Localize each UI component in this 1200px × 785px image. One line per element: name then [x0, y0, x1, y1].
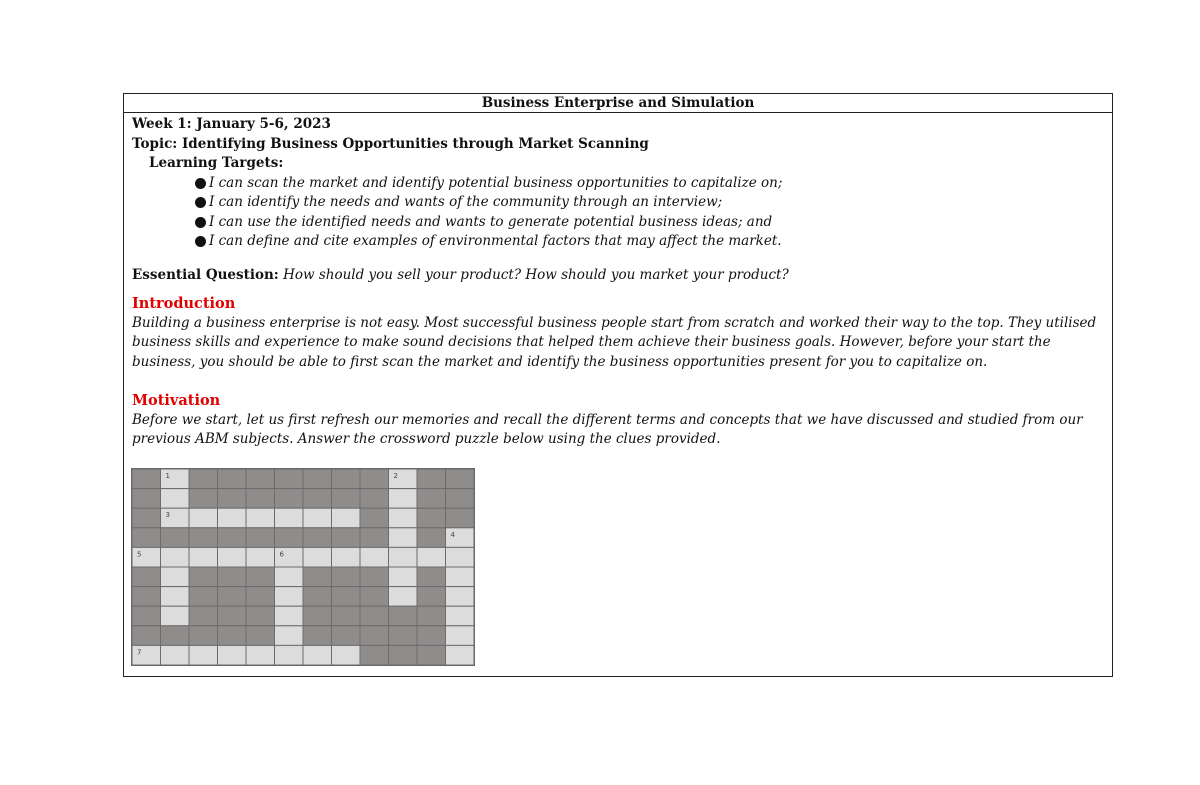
crossword-white-cell — [189, 508, 218, 528]
crossword-shaded-cell — [360, 626, 389, 646]
crossword-shaded-cell — [303, 567, 332, 587]
crossword-shaded-cell — [417, 645, 446, 665]
crossword-puzzle-image — [131, 468, 475, 666]
crossword-clue-number: 5 — [137, 550, 142, 559]
crossword-shaded-cell — [189, 528, 218, 548]
crossword-white-cell — [189, 547, 218, 567]
crossword-white-cell — [161, 587, 190, 607]
crossword-white-cell — [332, 547, 361, 567]
crossword-shaded-cell — [246, 489, 275, 509]
crossword-shaded-cell — [132, 626, 161, 646]
crossword-white-cell — [275, 626, 304, 646]
crossword-shaded-cell — [389, 606, 418, 626]
crossword-white-cell — [246, 508, 275, 528]
crossword-shaded-cell — [332, 626, 361, 646]
crossword-shaded-cell — [218, 489, 247, 509]
crossword-shaded-cell — [189, 489, 218, 509]
crossword-white-cell — [303, 645, 332, 665]
crossword-shaded-cell — [303, 489, 332, 509]
crossword-shaded-cell — [303, 469, 332, 489]
crossword-shaded-cell — [218, 587, 247, 607]
crossword-shaded-cell — [132, 567, 161, 587]
crossword-shaded-cell — [417, 508, 446, 528]
crossword-shaded-cell — [332, 489, 361, 509]
document-content — [124, 113, 1112, 450]
crossword-white-cell — [446, 587, 475, 607]
crossword-shaded-cell — [132, 528, 161, 548]
crossword-shaded-cell — [360, 606, 389, 626]
crossword-white-cell — [360, 547, 389, 567]
crossword-white-cell — [275, 587, 304, 607]
document-box — [123, 93, 1113, 677]
crossword-white-cell — [275, 645, 304, 665]
crossword-shaded-cell — [189, 567, 218, 587]
crossword-shaded-cell — [189, 587, 218, 607]
essential-question-text: How should you sell your product? How should you market your product? — [283, 266, 789, 283]
crossword-clue-number: 1 — [165, 472, 170, 480]
crossword-white-cell — [389, 508, 418, 528]
crossword-shaded-cell — [303, 626, 332, 646]
crossword-shaded-cell — [417, 587, 446, 607]
bullet-icon — [195, 178, 206, 189]
learning-targets-list — [132, 174, 1104, 252]
essential-question-label: Essential Question: — [132, 266, 279, 283]
learning-target: I can use the identified needs and wants to generate potential business ideas; and — [195, 213, 1104, 233]
crossword-shaded-cell — [360, 469, 389, 489]
crossword-shaded-cell — [218, 469, 247, 489]
learning-targets-label: Learning Targets: — [149, 155, 284, 171]
motivation-heading: Motivation — [132, 392, 221, 409]
crossword-white-cell — [275, 508, 304, 528]
crossword-shaded-cell — [417, 626, 446, 646]
document-title: Business Enterprise and Simulation — [124, 94, 1112, 113]
crossword-white-cell — [389, 547, 418, 567]
crossword-shaded-cell — [332, 606, 361, 626]
crossword-white-cell — [189, 645, 218, 665]
crossword-shaded-cell — [132, 489, 161, 509]
crossword-shaded-cell — [132, 606, 161, 626]
crossword-shaded-cell — [360, 645, 389, 665]
learning-target: I can define and cite examples of environmental factors that may affect the market. — [195, 232, 1104, 252]
crossword-shaded-cell — [389, 645, 418, 665]
crossword-white-cell — [417, 547, 446, 567]
crossword-shaded-cell — [132, 587, 161, 607]
crossword-clue-number: 6 — [279, 550, 284, 559]
bullet-icon — [195, 217, 206, 228]
crossword-white-cell — [446, 606, 475, 626]
crossword-shaded-cell — [332, 528, 361, 548]
crossword-white-cell — [161, 645, 190, 665]
crossword-shaded-cell — [275, 469, 304, 489]
crossword-shaded-cell — [332, 587, 361, 607]
crossword-shaded-cell — [303, 528, 332, 548]
essential-question — [132, 266, 1104, 286]
crossword-shaded-cell — [218, 626, 247, 646]
crossword-shaded-cell — [275, 489, 304, 509]
crossword-white-cell — [161, 606, 190, 626]
crossword-shaded-cell — [417, 567, 446, 587]
crossword-white-cell — [303, 508, 332, 528]
learning-target: I can identify the needs and wants of the community through an interview; — [195, 193, 1104, 213]
crossword-shaded-cell — [303, 606, 332, 626]
crossword-shaded-cell — [246, 606, 275, 626]
crossword-shaded-cell — [189, 606, 218, 626]
crossword-shaded-cell — [246, 587, 275, 607]
crossword-white-cell — [161, 489, 190, 509]
crossword-shaded-cell — [161, 528, 190, 548]
crossword-white-cell — [446, 547, 475, 567]
crossword-white-cell — [275, 567, 304, 587]
crossword-shaded-cell — [332, 567, 361, 587]
crossword-shaded-cell — [446, 469, 475, 489]
crossword-shaded-cell — [275, 528, 304, 548]
crossword-clue-number: 7 — [137, 648, 142, 657]
crossword-white-cell — [161, 547, 190, 567]
crossword-shaded-cell — [218, 567, 247, 587]
crossword-white-cell — [446, 626, 475, 646]
crossword-white-cell — [389, 489, 418, 509]
crossword-grid — [132, 469, 474, 665]
crossword-shaded-cell — [246, 567, 275, 587]
topic-line: Topic: Identifying Business Opportunities through Market Scanning — [132, 135, 649, 152]
crossword-white-cell — [389, 528, 418, 548]
crossword-shaded-cell — [417, 606, 446, 626]
bullet-icon — [195, 197, 206, 208]
crossword-shaded-cell — [360, 587, 389, 607]
crossword-white-cell — [332, 508, 361, 528]
crossword-shaded-cell — [246, 469, 275, 489]
crossword-shaded-cell — [246, 626, 275, 646]
crossword-shaded-cell — [246, 528, 275, 548]
crossword-white-cell — [218, 645, 247, 665]
learning-target: I can scan the market and identify potential business opportunities to capitalize on; — [195, 174, 1104, 194]
crossword-shaded-cell — [360, 528, 389, 548]
week-line: Week 1: January 5-6, 2023 — [132, 116, 331, 132]
crossword-white-cell — [246, 547, 275, 567]
motivation-text: Before we start, let us first refresh our memories and recall the different terms and concepts that we have discussed and studied from our previous ABM subjects. Answer the crossword puzzle below using the clues provided. — [132, 411, 1083, 447]
crossword-white-cell — [161, 567, 190, 587]
crossword-shaded-cell — [417, 469, 446, 489]
crossword-clue-number: 2 — [393, 472, 398, 480]
crossword-shaded-cell — [417, 528, 446, 548]
crossword-shaded-cell — [189, 469, 218, 489]
crossword-white-cell — [246, 645, 275, 665]
crossword-shaded-cell — [218, 606, 247, 626]
crossword-shaded-cell — [303, 587, 332, 607]
crossword-shaded-cell — [417, 489, 446, 509]
bullet-icon — [195, 236, 206, 247]
crossword-shaded-cell — [218, 528, 247, 548]
crossword-white-cell — [389, 567, 418, 587]
introduction-text: Building a business enterprise is not easy. Most successful business people start from scratch and worked their way to the top. They utilised business skills and experience to make sound decisions that helped them achieve their business goals. However, before your start the business, you should be able to first scan the market and identify the business opportunities present for you to capitalize on. — [132, 314, 1097, 370]
crossword-white-cell — [389, 587, 418, 607]
crossword-shaded-cell — [161, 626, 190, 646]
crossword-shaded-cell — [360, 567, 389, 587]
crossword-white-cell — [446, 567, 475, 587]
crossword-white-cell — [275, 606, 304, 626]
crossword-white-cell — [218, 547, 247, 567]
crossword-shaded-cell — [132, 469, 161, 489]
crossword-shaded-cell — [360, 508, 389, 528]
crossword-white-cell — [218, 508, 247, 528]
crossword-shaded-cell — [360, 489, 389, 509]
crossword-clue-number: 3 — [165, 511, 170, 520]
crossword-white-cell — [332, 645, 361, 665]
crossword-shaded-cell — [189, 626, 218, 646]
introduction-heading: Introduction — [132, 295, 236, 312]
crossword-white-cell — [446, 645, 475, 665]
crossword-shaded-cell — [446, 489, 475, 509]
crossword-shaded-cell — [389, 626, 418, 646]
crossword-white-cell — [303, 547, 332, 567]
crossword-clue-number: 4 — [450, 530, 455, 539]
crossword-shaded-cell — [332, 469, 361, 489]
crossword-shaded-cell — [132, 508, 161, 528]
crossword-shaded-cell — [446, 508, 475, 528]
